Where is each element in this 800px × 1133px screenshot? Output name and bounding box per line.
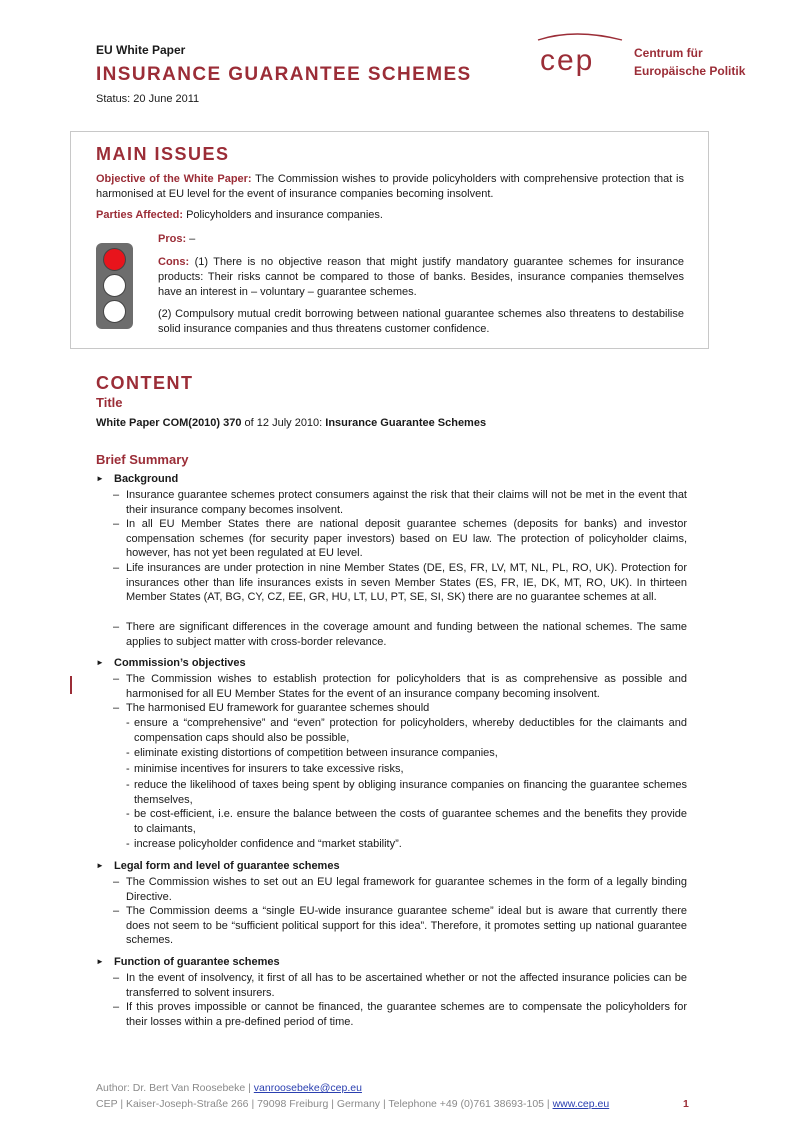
- cons-text: (1) There is no objective reason that might justify mandatory guarantee schemes for insurance products: Their risks cannot be compared to those of banks. Besides, insurance companies themselves have an interest in – voluntary – guarantee schemes.: [158, 256, 684, 298]
- document-status: Status: 20 June 2011: [96, 93, 200, 105]
- parties-paragraph: [96, 208, 684, 223]
- sub-list-item: - eliminate existing distortions of competition between insurance companies,: [126, 747, 498, 759]
- list-item: – Life insurances are under protection in nine Member States (DE, ES, FR, LV, MT, NL, PL, RO, UK). Protection for insurances other than life insurances exists in seven Member States (ES, FR, IE, DK, MT, RO, UK). In thirteen Member States (AT, BG, CY, CZ, EE, GR, HU, LT, LU, PT, SE, SI, SK) there are no guarantee schemes at all.: [113, 562, 687, 603]
- brief-summary-heading: Brief Summary: [96, 452, 189, 467]
- sub-list-item-text: be cost-efficient, i.e. ensure the balance between the costs of guarantee schemes and the benefits they provide to claimants,: [134, 808, 687, 835]
- white-paper-reference: White Paper COM(2010) 370: [96, 417, 242, 429]
- list-item-text: In all EU Member States there are national deposit guarantee schemes (deposits for banks) and investor compensation schemes (for security paper investors) based on EU law. The protection of policyholder claims, however, has not yet been regulated at EU level.: [126, 518, 687, 559]
- parties-label: Parties Affected:: [96, 209, 184, 221]
- pros-text: –: [186, 233, 196, 245]
- content-heading: CONTENT: [96, 373, 194, 393]
- sub-list-item-text: eliminate existing distortions of competition between insurance companies,: [134, 747, 498, 759]
- function-heading: [96, 956, 280, 968]
- legal-form-heading: [96, 860, 340, 872]
- footer-author-text: Author: Dr. Bert Van Roosebeke |: [96, 1082, 254, 1094]
- list-item-text: The Commission wishes to set out an EU legal framework for guarantee schemes in the form of a legally binding Directive.: [126, 876, 687, 903]
- parties-text: Policyholders and insurance companies.: [183, 209, 383, 221]
- author-email-link[interactable]: vanroosebeke@cep.eu: [253, 1082, 362, 1094]
- list-item-text: The Commission deems a “single EU-wide insurance guarantee scheme” ideal but is aware that currently there does not seem to be “sufficient political support for this idea”. Therefore, it promotes setting up national guarantee schemes.: [126, 905, 687, 946]
- document-title: INSURANCE GUARANTEE SCHEMES: [96, 64, 472, 85]
- logo-wordmark: cep: [540, 44, 595, 77]
- traffic-light-green-lamp: [103, 300, 126, 323]
- sub-list-item: - increase policyholder confidence and “market stability”.: [126, 838, 402, 850]
- title-subheading: Title: [96, 395, 123, 410]
- list-item: – The Commission deems a “single EU-wide insurance guarantee scheme” ideal but is aware that currently there does not seem to be “sufficient political support for this idea”. Therefore, it promotes setting up national guarantee schemes.: [113, 905, 687, 946]
- website-link[interactable]: www.cep.eu: [552, 1098, 610, 1110]
- list-item: – There are significant differences in the coverage amount and funding between the national schemes. The same applies to subject matter with cross-border relevance.: [113, 621, 687, 648]
- list-item: – Insurance guarantee schemes protect consumers against the risk that their claims will not be met in the event that their insurance company becomes insolvent.: [113, 489, 687, 516]
- objective-label: Objective of the White Paper:: [96, 173, 252, 185]
- triangle-bullet-icon: ►: [96, 861, 104, 870]
- footer-address-text: CEP | Kaiser-Joseph-Straße 266 | 79098 Freiburg | Germany | Telephone +49 (0)761 38693-105 |: [96, 1098, 553, 1110]
- sub-list-item: - be cost-efficient, i.e. ensure the balance between the costs of guarantee schemes and the benefits they provide to claimants,: [126, 808, 687, 835]
- list-item-text: If this proves impossible or cannot be financed, the guarantee schemes are to compensate the policyholders for their losses within a pre-defined period of time.: [126, 1001, 687, 1028]
- sub-list-item-text: ensure a “comprehensive” and “even” protection for policyholders, whereby deductibles for the claimants and compensation caps should also be possible,: [134, 717, 687, 744]
- sub-list-item: - minimise incentives for insurers to take excessive risks,: [126, 763, 404, 775]
- sub-list-item-text: minimise incentives for insurers to take excessive risks,: [134, 763, 404, 775]
- legal-form-heading-text: Legal form and level of guarantee schemes: [114, 860, 340, 872]
- cons-label: Cons:: [158, 256, 190, 268]
- sub-list-item-text: increase policyholder confidence and “market stability”.: [134, 838, 402, 850]
- white-paper-name: Insurance Guarantee Schemes: [325, 417, 487, 429]
- list-item: – The Commission wishes to establish protection for policyholders that is as comprehensive as possible and harmonised for all EU Member States for the event of an insurance company becoming insolvent.: [113, 673, 687, 700]
- document-type: EU White Paper: [96, 43, 186, 57]
- list-item: – The harmonised EU framework for guarantee schemes should: [113, 702, 430, 714]
- sub-list-item: - reduce the likelihood of taxes being spent by obliging insurance companies on financing the guarantee schemes themselves,: [126, 779, 687, 806]
- title-line: [96, 416, 684, 431]
- footer-author: [96, 1082, 362, 1094]
- list-item: – If this proves impossible or cannot be financed, the guarantee schemes are to compensate the policyholders for their losses within a pre-defined period of time.: [113, 1001, 687, 1028]
- list-item: – In the event of insolvency, it first of all has to be ascertained whether or not the affected insurance policies can be transferred to solvent insurers.: [113, 972, 687, 999]
- triangle-bullet-icon: ►: [96, 474, 104, 483]
- pros-label: Pros:: [158, 233, 187, 245]
- page-number: 1: [683, 1098, 689, 1110]
- organization-name-line1: Centrum für: [634, 46, 703, 60]
- background-heading: [96, 473, 178, 485]
- triangle-bullet-icon: ►: [96, 658, 104, 667]
- list-item: – The Commission wishes to set out an EU legal framework for guarantee schemes in the form of a legally binding Directive.: [113, 876, 687, 903]
- list-item-text: The harmonised EU framework for guarantee schemes should: [126, 702, 430, 714]
- main-issues-heading: MAIN ISSUES: [96, 144, 230, 164]
- list-item-text: The Commission wishes to establish protection for policyholders that is as comprehensive as possible and harmonised for all EU Member States for the event of an insurance company becoming insolvent.: [126, 673, 687, 700]
- list-item: – In all EU Member States there are national deposit guarantee schemes (deposits for banks) and investor compensation schemes (for security paper investors) based on EU law. The protection of policyholder claims, however, has not yet been regulated at EU level.: [113, 518, 687, 559]
- traffic-light-icon: [96, 243, 133, 329]
- triangle-bullet-icon: ►: [96, 957, 104, 966]
- sub-list-item-text: reduce the likelihood of taxes being spent by obliging insurance companies on financing the guarantee schemes themselves,: [134, 779, 687, 806]
- cons-paragraph-2: (2) Compulsory mutual credit borrowing between national guarantee schemes also threatens to destabilise solid insurance companies and thus threatens customer confidence.: [158, 308, 684, 335]
- list-item-text: There are significant differences in the coverage amount and funding between the national schemes. The same applies to subject matter with cross-border relevance.: [126, 621, 687, 648]
- traffic-light-yellow-lamp: [103, 274, 126, 297]
- list-item-text: In the event of insolvency, it first of all has to be ascertained whether or not the affected insurance policies can be transferred to solvent insurers.: [126, 972, 687, 999]
- organization-name-line2: Europäische Politik: [634, 64, 746, 78]
- objective-paragraph: [96, 172, 684, 202]
- objective-text: The Commission wishes to provide policyholders with comprehensive protection that is harmonised at EU level for the event of insurance companies becoming insolvent.: [96, 173, 685, 200]
- change-marker: [70, 676, 72, 694]
- sub-list-item: - ensure a “comprehensive” and “even” protection for policyholders, whereby deductibles for the claimants and compensation caps should also be possible,: [126, 717, 687, 744]
- background-heading-text: Background: [114, 473, 179, 485]
- pros-paragraph: [158, 232, 684, 247]
- white-paper-date: of 12 July 2010:: [241, 417, 326, 429]
- footer-address: [96, 1098, 609, 1110]
- list-item-text: Life insurances are under protection in nine Member States (DE, ES, FR, LV, MT, NL, PL, RO, UK). Protection for insurances other than life insurances exists in seven Member States (ES, FR, IE, DK, MT, RO, UK). In thirteen Member States (AT, BG, CY, CZ, EE, GR, HU, LT, LU, PT, SE, SI, SK) there are no guarantee schemes at all.: [126, 562, 687, 603]
- function-heading-text: Function of guarantee schemes: [114, 956, 280, 968]
- cep-logo: [530, 30, 630, 82]
- traffic-light-red-lamp: [103, 248, 126, 271]
- cons-paragraph: [158, 255, 684, 300]
- objectives-heading: [96, 657, 246, 669]
- organization-name: [634, 44, 745, 80]
- list-item-text: Insurance guarantee schemes protect consumers against the risk that their claims will not be met in the event that their insurance company becomes insolvent.: [126, 489, 687, 516]
- objectives-heading-text: Commission’s objectives: [114, 657, 246, 669]
